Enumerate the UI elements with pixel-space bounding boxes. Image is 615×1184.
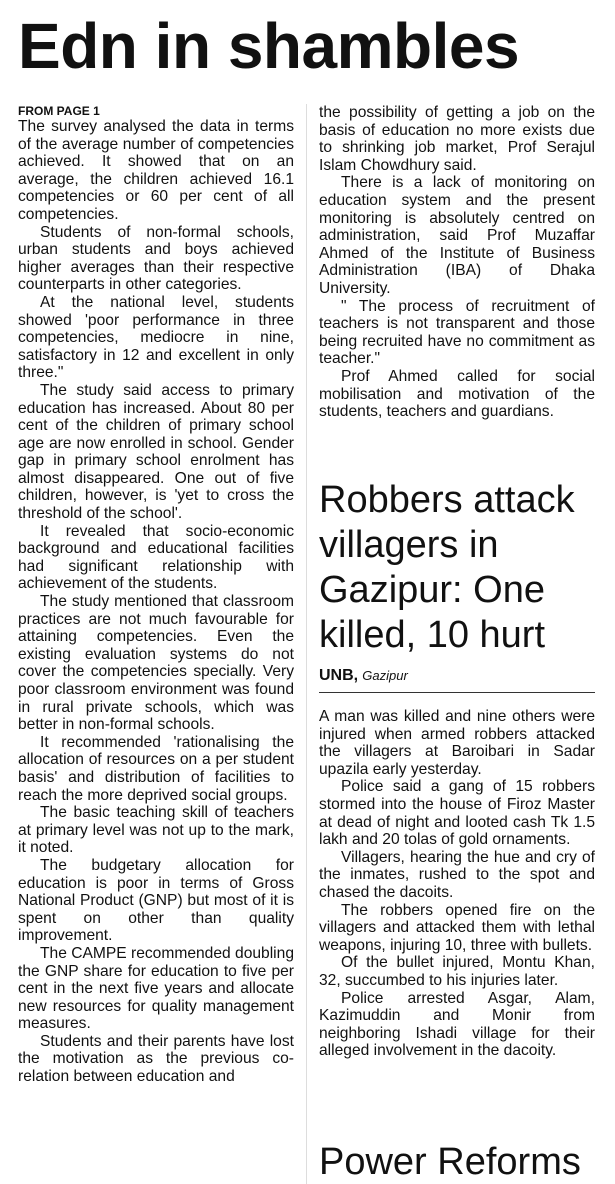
story1-paragraph: The study mentioned that classroom practices are not much favourable for attaining competencies. Even the existing evaluation systems do not cover the competencies specially. Very poor classroom environment was found in rural private schools, which was better in non-formal schools. (18, 593, 294, 734)
story1-paragraph: the possibility of getting a job on the basis of education no more exists due to shrinking job market, Prof Serajul Islam Chowdhury said. (319, 104, 595, 174)
page-headline: Edn in shambles (18, 10, 520, 82)
story1-paragraph: " The process of recruitment of teachers is not transparent and those being recruited have no commitment as teacher." (319, 297, 595, 368)
story1-paragraph: At the national level, students showed 'poor performance in three competencies, mediocre in nine, satisfactory in 12 and excellent in only three." (18, 293, 294, 382)
story2-paragraph: Police said a gang of 15 robbers stormed into the house of Firoz Master at dead of night and looted cash Tk 1.5 lakh and 20 tolas of gold ornaments. (319, 778, 595, 849)
story1-paragraph: The budgetary allocation for education is poor in terms of Gross National Product (GNP) but most of it is spent on other than quality improvement. (18, 856, 294, 945)
byline-agency: UNB, (319, 667, 359, 684)
story2-paragraph: The robbers opened fire on the villagers and attacked them with lethal weapons, injuring 10, three with bullets. (319, 901, 595, 954)
story1-paragraph: There is a lack of monitoring on education system and the present monitoring is absolutely centred on administration, said Prof Muzaffar Ahmed of the Institute of Business Administration (IBA) of Dhaka University. (319, 174, 595, 297)
story2-body (319, 708, 595, 1060)
next-story-teaser: Power Reforms (319, 1141, 581, 1183)
story2-headline: Robbers attack villagers in Gazipur: One killed, 10 hurt (319, 479, 575, 656)
story1-right-column (319, 104, 595, 421)
story1-paragraph: Prof Ahmed called for social mobilisation and motivation of the students, teachers and guardians. (319, 367, 595, 421)
story1-paragraph: The survey analysed the data in terms of the average number of competencies achieved. It showed that on an average, the children achieved 16.1 competencies or 60 per cent of all competencies. (18, 118, 294, 223)
column-divider (306, 104, 307, 1184)
story1-paragraph: It recommended 'rationalising the allocation of resources on a per student basis' and distribution of facilities to reach the more deprived social groups. (18, 733, 294, 804)
story1-kicker: FROM PAGE 1 (18, 104, 100, 118)
story1-left-column (18, 104, 294, 1086)
story1-paragraph: It revealed that socio-economic background and educational facilities had significant relationship with achievement of the students. (18, 522, 294, 593)
story2-paragraph: A man was killed and nine others were injured when armed robbers attacked the villagers at Baroibari in Sadar upazila early yesterday. (319, 708, 595, 778)
story1-paragraph: Students of non-formal schools, urban students and boys achieved higher averages than their respective counterparts in other categories. (18, 223, 294, 294)
story1-paragraph: Students and their parents have lost the motivation as the previous co-relation between education and (18, 1032, 294, 1086)
story2-paragraph: Police arrested Asgar, Alam, Kazimuddin and Monir from neighboring Ishadi village for their alleged involvement in the dacoity. (319, 989, 595, 1060)
story2-byline (319, 666, 595, 693)
byline-place: Gazipur (362, 668, 408, 683)
story2-paragraph: Of the bullet injured, Montu Khan, 32, succumbed to his injuries later. (319, 954, 595, 989)
story1-paragraph: The CAMPE recommended doubling the GNP share for education to five per cent in the next five years and allocate new resources for quality management measures. (18, 944, 294, 1033)
story1-paragraph: The basic teaching skill of teachers at primary level was not up to the mark, it noted. (18, 804, 294, 857)
story1-paragraph: The study said access to primary education has increased. About 80 per cent of the children of primary school age are now enrolled in school. Gender gap in primary school enrolment has almost disappeared. One out of five children, however, is 'yet to cross the threshold of the school'. (18, 381, 294, 523)
story2-paragraph: Villagers, hearing the hue and cry of the inmates, rushed to the spot and chased the dacoits. (319, 848, 595, 901)
